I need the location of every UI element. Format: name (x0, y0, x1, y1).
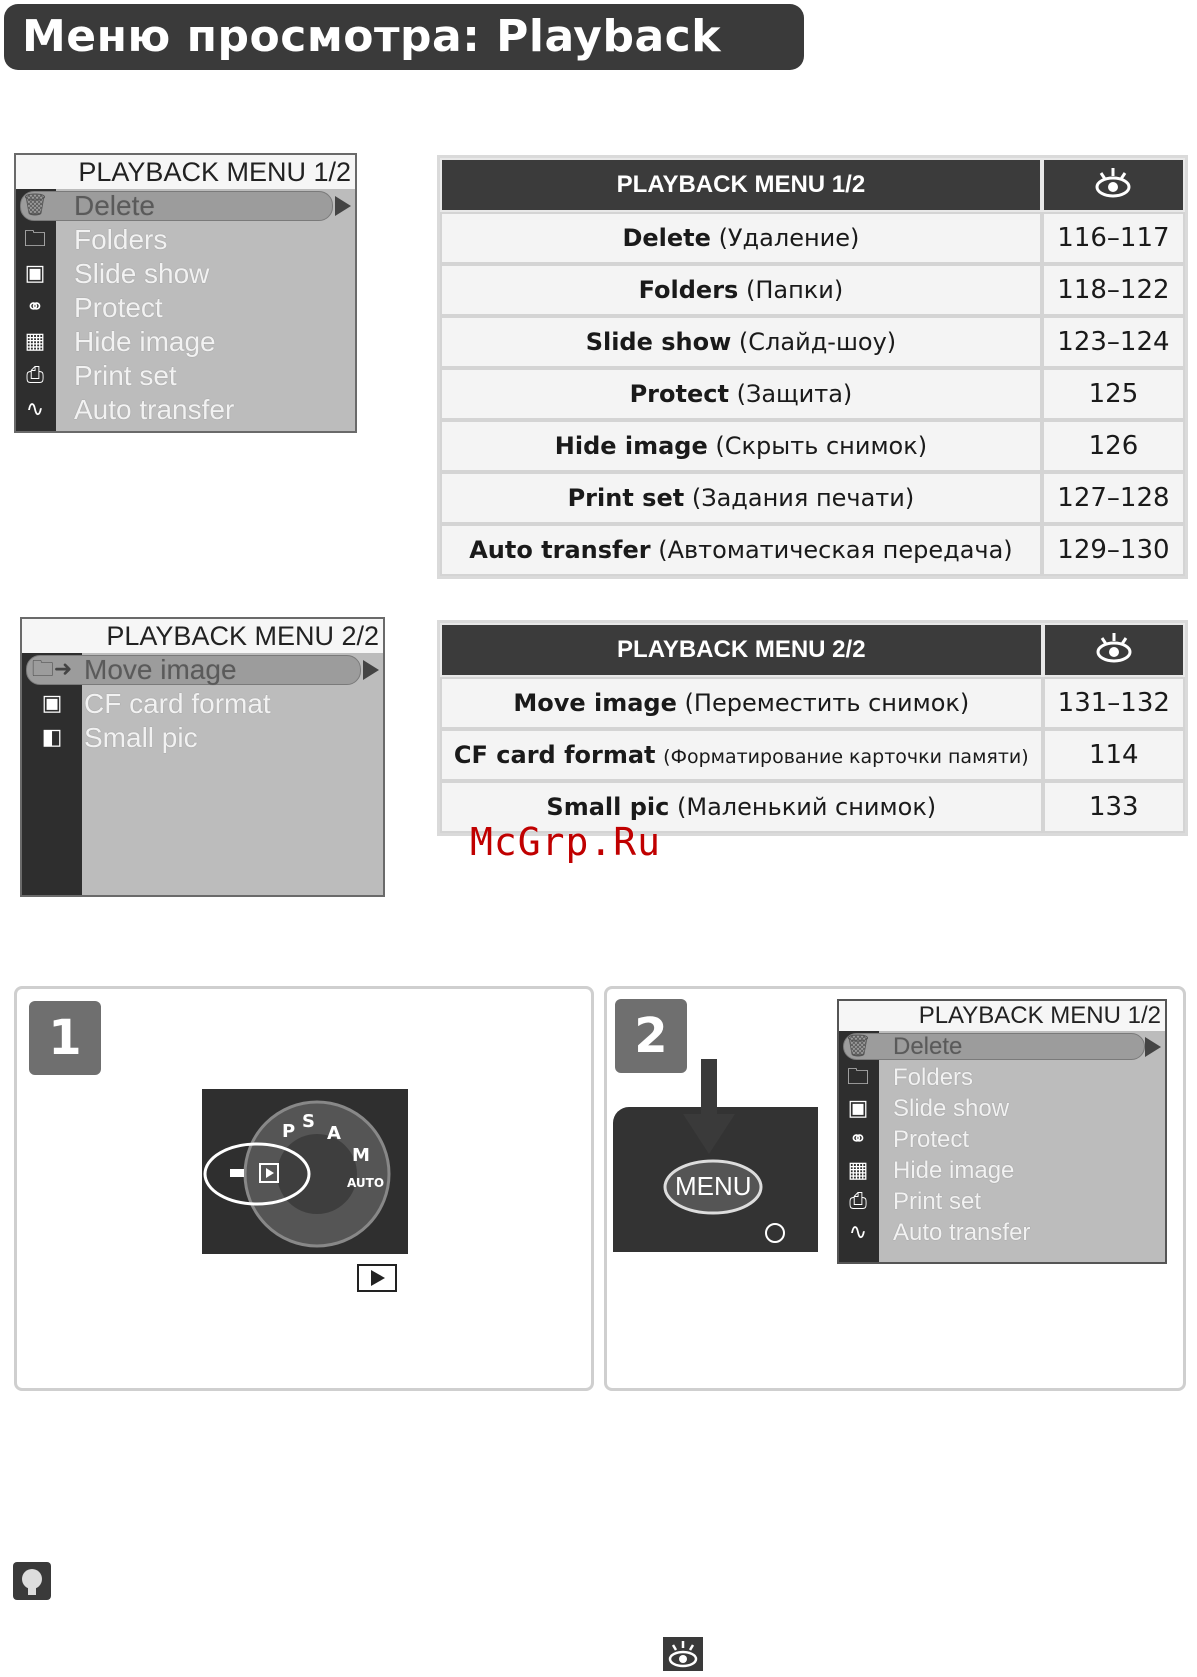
setting-translation: (Слайд-шоу) (738, 328, 897, 356)
down-arrow-icon (679, 1059, 739, 1159)
mode-dial-photo (202, 1089, 408, 1254)
setting-term: Print set (567, 484, 685, 512)
table-row (440, 212, 1185, 264)
lcd-playback-menu-1 (14, 153, 357, 433)
setting-term: CF card format (453, 741, 656, 769)
page-numbers: 131–132 (1043, 677, 1185, 729)
lcd-item-protect[interactable]: ⚭ Protect (839, 1124, 1165, 1155)
setting-cell (440, 472, 1042, 524)
lcd-item-hide-image[interactable]: ▦ Hide image (16, 325, 355, 359)
step-1-panel (14, 986, 594, 1391)
setting-translation: (Задания печати) (691, 484, 915, 512)
slideshow-icon: ▣ (847, 1096, 869, 1121)
note-icon (12, 1561, 52, 1601)
dial-m: M (352, 1145, 370, 1166)
setting-term: Folders (638, 276, 739, 304)
playback-menu-2-table (440, 623, 1185, 833)
folder-icon: 🗀 (846, 1065, 869, 1090)
lcd-item-auto-transfer[interactable]: ∿ Auto transfer (839, 1217, 1165, 1248)
print-icon: ⎙ (849, 1189, 867, 1214)
setting-translation: (Форматирование карточки памяти) (663, 746, 1029, 768)
lcd-item-move-image[interactable]: 🗀➜ Move image (22, 653, 383, 687)
setting-term: Delete (622, 224, 711, 252)
page-numbers: 118–122 (1042, 264, 1185, 316)
lcd-item-slide-show[interactable]: ▣ Slide show (839, 1093, 1165, 1124)
key-icon: ⚭ (848, 1127, 868, 1152)
dial-p: P (282, 1121, 296, 1142)
menu-button[interactable]: MENU (675, 1171, 752, 1201)
setting-cell (440, 212, 1042, 264)
table-row (440, 316, 1185, 368)
lcd-item-print-set[interactable]: ⎙ Print set (839, 1186, 1165, 1217)
lcd-item-delete[interactable]: 🗑 Delete (16, 189, 355, 223)
setting-term: Small pic (546, 793, 670, 821)
setting-cell (440, 524, 1042, 576)
setting-translation: (Автоматическая передача) (658, 536, 1013, 564)
setting-term: Move image (513, 689, 677, 717)
lcd-item-hide-image[interactable]: ▦ Hide image (839, 1155, 1165, 1186)
cf-card-icon: ▣ (41, 691, 63, 716)
table-row (440, 472, 1185, 524)
page-numbers: 116–117 (1042, 212, 1185, 264)
lcd-title: PLAYBACK MENU 1/2 (16, 155, 355, 189)
trash-icon: 🗑 (844, 1034, 872, 1059)
page-reference-icon (1042, 158, 1185, 212)
lcd-title: PLAYBACK MENU 1/2 (839, 1001, 1165, 1031)
transfer-icon: ∿ (25, 397, 45, 422)
slideshow-icon: ▣ (24, 261, 46, 286)
page-title: Меню просмотра: Playback (4, 4, 804, 70)
submenu-arrow-icon (335, 196, 351, 216)
hide-image-icon: ▦ (847, 1158, 869, 1183)
submenu-arrow-icon (363, 660, 379, 680)
lcd-item-folders[interactable]: 🗀 Folders (839, 1062, 1165, 1093)
setting-cell (440, 677, 1043, 729)
page-numbers: 126 (1042, 420, 1185, 472)
setting-cell (440, 316, 1042, 368)
step-number: 2 (615, 999, 687, 1073)
page-numbers: 133 (1043, 781, 1185, 833)
table-row (440, 524, 1185, 576)
setting-cell (440, 729, 1043, 781)
table-row (440, 368, 1185, 420)
setting-translation: (Переместить снимок) (684, 689, 970, 717)
submenu-arrow-icon (1145, 1037, 1161, 1057)
setting-translation: (Защита) (736, 380, 853, 408)
setting-cell (440, 368, 1042, 420)
hide-image-icon: ▦ (24, 329, 46, 354)
setting-term: Slide show (585, 328, 732, 356)
setting-translation: (Удаление) (718, 224, 860, 252)
setting-term: Hide image (554, 432, 708, 460)
lcd-playback-menu-1-step2 (837, 999, 1167, 1264)
lcd-title: PLAYBACK MENU 2/2 (22, 619, 383, 653)
setting-translation: (Маленький снимок) (677, 793, 937, 821)
table-row (440, 677, 1185, 729)
key-icon: ⚭ (25, 295, 45, 320)
setting-cell (440, 420, 1042, 472)
setting-translation: (Скрыть снимок) (715, 432, 928, 460)
lcd-item-delete[interactable]: 🗑 Delete (839, 1031, 1165, 1062)
page-numbers: 123–124 (1042, 316, 1185, 368)
lcd-item-protect[interactable]: ⚭ Protect (16, 291, 355, 325)
trash-icon: 🗑 (21, 193, 49, 218)
table-row (440, 420, 1185, 472)
lcd-item-print-set[interactable]: ⎙ Print set (16, 359, 355, 393)
step-2-panel (604, 986, 1186, 1391)
lcd-item-cf-card-format[interactable]: ▣ CF card format (22, 687, 383, 721)
watermark: McGrp.Ru (470, 820, 662, 864)
setting-term: Auto transfer (469, 536, 651, 564)
lcd-item-folders[interactable]: 🗀 Folders (16, 223, 355, 257)
print-icon: ⎙ (26, 363, 44, 388)
table-header: PLAYBACK MENU 1/2 (440, 158, 1042, 212)
playback-mode-icon (357, 1264, 397, 1292)
dial-auto: AUTO (347, 1176, 385, 1190)
dial-a: A (327, 1123, 341, 1144)
lcd-item-auto-transfer[interactable]: ∿ Auto transfer (16, 393, 355, 427)
small-pic-icon: ◧ (41, 725, 63, 750)
playback-menu-1-table (440, 158, 1185, 576)
page-reference-icon (1043, 623, 1185, 677)
table-row (440, 264, 1185, 316)
page-numbers: 129–130 (1042, 524, 1185, 576)
transfer-icon: ∿ (848, 1220, 868, 1245)
setting-translation: (Папки) (745, 276, 844, 304)
setting-term: Protect (629, 380, 729, 408)
page-numbers: 125 (1042, 368, 1185, 420)
move-image-icon: 🗀➜ (31, 657, 73, 682)
setting-cell (440, 264, 1042, 316)
page-reference-icon (663, 1637, 703, 1671)
table-row (440, 729, 1185, 781)
step-number: 1 (29, 1001, 101, 1075)
page-numbers: 114 (1043, 729, 1185, 781)
folder-icon: 🗀 (23, 227, 46, 252)
table-header: PLAYBACK MENU 2/2 (440, 623, 1043, 677)
lcd-item-small-pic[interactable]: ◧ Small pic (22, 721, 383, 755)
lcd-playback-menu-2 (20, 617, 385, 897)
dial-s: S (302, 1111, 315, 1132)
lcd-item-slide-show[interactable]: ▣ Slide show (16, 257, 355, 291)
page-numbers: 127–128 (1042, 472, 1185, 524)
